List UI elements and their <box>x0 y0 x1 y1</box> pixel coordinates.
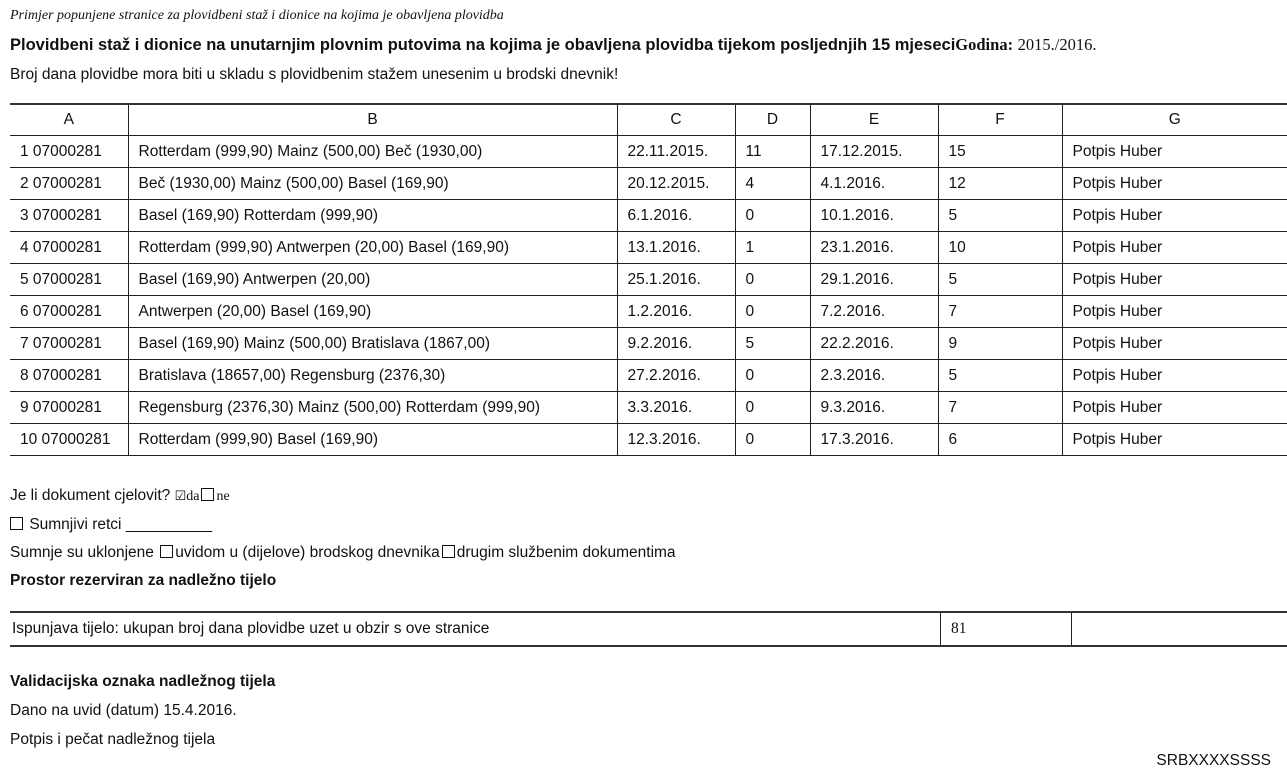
no-checkbox[interactable] <box>201 488 214 501</box>
table-cell: 20.12.2015. <box>617 168 735 200</box>
table-row <box>10 328 1287 360</box>
table-cell: Potpis Huber <box>1062 328 1287 360</box>
total-table <box>10 611 1287 647</box>
column-header: G <box>1062 104 1287 136</box>
total-label: Ispunjava tijelo: ukupan broj dana plovidbe uzet u obzir s ove stranice <box>10 612 941 646</box>
table-cell: 12 <box>938 168 1062 200</box>
table-cell: 6.1.2016. <box>617 200 735 232</box>
table-cell: 7 07000281 <box>10 328 128 360</box>
table-cell: Potpis Huber <box>1062 360 1287 392</box>
table-cell: Potpis Huber <box>1062 200 1287 232</box>
table-cell: 5 <box>938 200 1062 232</box>
table-cell: 9.3.2016. <box>810 392 938 424</box>
table-cell: 17.12.2015. <box>810 136 938 168</box>
table-cell: Rotterdam (999,90) Basel (169,90) <box>128 424 617 456</box>
table-cell: 9.2.2016. <box>617 328 735 360</box>
table-cell: Basel (169,90) Rotterdam (999,90) <box>128 200 617 232</box>
table-cell: 10.1.2016. <box>810 200 938 232</box>
table-row <box>10 200 1287 232</box>
completeness-question <box>10 487 230 505</box>
table-cell: 0 <box>735 392 810 424</box>
suspicious-checkbox[interactable] <box>10 517 23 530</box>
table-cell: 1 07000281 <box>10 136 128 168</box>
table-cell: 9 <box>938 328 1062 360</box>
table-cell: 0 <box>735 424 810 456</box>
total-extra-cell <box>1072 612 1287 646</box>
total-value[interactable]: 81 <box>941 612 1072 646</box>
table-row <box>10 360 1287 392</box>
table-cell: 4.1.2016. <box>810 168 938 200</box>
table-cell: 1.2.2016. <box>617 296 735 328</box>
table-cell: 7 <box>938 296 1062 328</box>
voyage-table <box>10 103 1287 456</box>
table-cell: 0 <box>735 296 810 328</box>
table-cell: Potpis Huber <box>1062 424 1287 456</box>
table-cell: Potpis Huber <box>1062 136 1287 168</box>
table-cell: 4 07000281 <box>10 232 128 264</box>
table-cell: 0 <box>735 360 810 392</box>
column-header: A <box>10 104 128 136</box>
table-cell: 3.3.2016. <box>617 392 735 424</box>
column-header: C <box>617 104 735 136</box>
table-cell: 3 07000281 <box>10 200 128 232</box>
table-cell: Basel (169,90) Mainz (500,00) Bratislava (1867,00) <box>128 328 617 360</box>
table-cell: Regensburg (2376,30) Mainz (500,00) Rotterdam (999,90) <box>128 392 617 424</box>
year-label: Godina: <box>955 35 1014 54</box>
table-cell: Bratislava (18657,00) Regensburg (2376,30) <box>128 360 617 392</box>
table-cell: 23.1.2016. <box>810 232 938 264</box>
document-code: SRBXXXXSSSS <box>1156 752 1271 769</box>
doubts-label: Sumnje su uklonjene <box>10 544 154 561</box>
table-cell: Antwerpen (20,00) Basel (169,90) <box>128 296 617 328</box>
logbook-checkbox[interactable] <box>160 545 173 558</box>
table-row <box>10 264 1287 296</box>
yes-label: da <box>186 489 200 504</box>
table-cell: 12.3.2016. <box>617 424 735 456</box>
table-cell: 1 <box>735 232 810 264</box>
table-cell: 10 <box>938 232 1062 264</box>
no-label: ne <box>216 489 230 504</box>
table-cell: Beč (1930,00) Mainz (500,00) Basel (169,90) <box>128 168 617 200</box>
table-cell: 17.3.2016. <box>810 424 938 456</box>
table-row <box>10 424 1287 456</box>
table-cell: Potpis Huber <box>1062 264 1287 296</box>
table-cell: 29.1.2016. <box>810 264 938 296</box>
table-cell: 11 <box>735 136 810 168</box>
table-cell: Potpis Huber <box>1062 392 1287 424</box>
table-cell: 0 <box>735 264 810 296</box>
table-row <box>10 392 1287 424</box>
table-row <box>10 168 1287 200</box>
validation-heading: Validacijska oznaka nadležnog tijela <box>10 673 276 690</box>
table-cell: 0 <box>735 200 810 232</box>
table-cell: 5 07000281 <box>10 264 128 296</box>
table-cell: Potpis Huber <box>1062 232 1287 264</box>
table-cell: 5 <box>938 264 1062 296</box>
documents-checkbox[interactable] <box>442 545 455 558</box>
yes-checkbox-checked[interactable]: ☑ <box>174 488 187 503</box>
signature-line: Potpis i pečat nadležnog tijela <box>10 731 216 748</box>
suspicious-label: Sumnjivi retci <box>29 516 122 533</box>
table-cell: 2 07000281 <box>10 168 128 200</box>
table-row <box>10 296 1287 328</box>
table-cell: 22.11.2015. <box>617 136 735 168</box>
table-cell: 27.2.2016. <box>617 360 735 392</box>
table-cell: 7 <box>938 392 1062 424</box>
table-cell: Rotterdam (999,90) Antwerpen (20,00) Basel (169,90) <box>128 232 617 264</box>
table-cell: 10 07000281 <box>10 424 128 456</box>
table-cell: Potpis Huber <box>1062 168 1287 200</box>
instruction-note: Broj dana plovidbe mora biti u skladu s plovidbenim stažem unesenim u brodski dnevnik! <box>10 66 619 83</box>
documents-label: drugim službenim dokumentima <box>456 544 676 561</box>
column-header: B <box>128 104 617 136</box>
table-cell: 15 <box>938 136 1062 168</box>
year-value: 2015./2016. <box>1017 35 1097 54</box>
table-cell: 2.3.2016. <box>810 360 938 392</box>
table-cell: 8 07000281 <box>10 360 128 392</box>
logbook-label: uvidom u (dijelove) brodskog dnevnika <box>175 544 440 561</box>
title-text: Plovidbeni staž i dionice na unutarnjim plovnim putovima na kojima je obavljena plovidba tijekom posljednjih 15 mjeseci <box>10 36 956 54</box>
table-cell: Rotterdam (999,90) Mainz (500,00) Beč (1930,00) <box>128 136 617 168</box>
table-cell: 5 <box>735 328 810 360</box>
table-row <box>10 136 1287 168</box>
table-cell: 13.1.2016. <box>617 232 735 264</box>
table-cell: 25.1.2016. <box>617 264 735 296</box>
table-cell: 6 <box>938 424 1062 456</box>
document-subtitle: Primjer popunjene stranice za plovidbeni staž i dionice na kojima je obavljena plovidba <box>10 8 504 23</box>
table-cell: 6 07000281 <box>10 296 128 328</box>
table-cell: 7.2.2016. <box>810 296 938 328</box>
column-header: E <box>810 104 938 136</box>
table-cell: 9 07000281 <box>10 392 128 424</box>
table-cell: 4 <box>735 168 810 200</box>
column-header: F <box>938 104 1062 136</box>
completeness-label: Je li dokument cjelovit? <box>10 487 171 504</box>
table-cell: Basel (169,90) Antwerpen (20,00) <box>128 264 617 296</box>
table-cell: 22.2.2016. <box>810 328 938 360</box>
reserved-heading: Prostor rezerviran za nadležno tijelo <box>10 572 277 589</box>
table-cell: Potpis Huber <box>1062 296 1287 328</box>
page-title <box>10 35 1097 55</box>
table-row <box>10 232 1287 264</box>
suspicious-rows-field[interactable]: __________ <box>125 516 213 533</box>
inspection-date: Dano na uvid (datum) 15.4.2016. <box>10 702 237 719</box>
column-header: D <box>735 104 810 136</box>
table-cell: 5 <box>938 360 1062 392</box>
